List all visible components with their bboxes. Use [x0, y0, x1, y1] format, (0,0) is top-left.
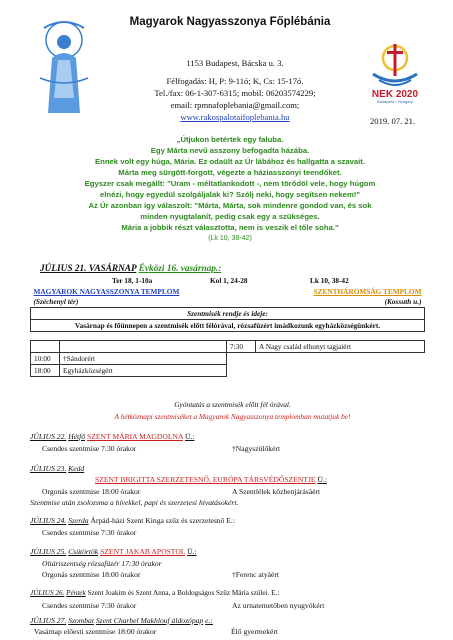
schedule-title: Szentmisék rendje és ideje: — [31, 308, 425, 320]
quote-line: Egy Márta nevű asszony befogadta házába. — [150, 146, 310, 155]
phone: Tel./fax: 06-1-307-6315; mobil: 06203574229; — [154, 88, 316, 98]
quote-line: Márta meg sürgött-forgott, végezte a háziasszonyi teendőket. — [118, 168, 342, 177]
schedule-row: 10:00 †Sándorért — [31, 353, 425, 365]
quote-line: minden nyugtalanít, pedig csak egy a szükséges. — [140, 212, 320, 221]
sunday-date: JÚLIUS 21. VASÁRNAP — [40, 264, 137, 274]
mass-schedule-table — [30, 286, 425, 332]
quote-line: „Útjukon betértek egy faluba. — [176, 135, 284, 144]
quote-line: Az Úr azonban így válaszolt: "Márta, Márta, sok mindenre gondod van, és sok — [88, 201, 372, 210]
gospel-reading: Lk 10, 38-42 — [310, 276, 349, 285]
mass-intentions-table — [30, 340, 425, 377]
nek-2020-logo — [365, 40, 425, 104]
sunday-heading — [40, 264, 221, 274]
day-heading: JÚLIUS 26. Péntek Szent Joakim és Szent Anna, a Boldogságos Szűz Mária szülei. E.: — [30, 589, 280, 597]
quote-reference: (Lk 10, 38-42) — [208, 235, 252, 242]
bulletin-date: 2019. 07. 21. — [370, 116, 416, 126]
feast-line: SZENT BRIGITTA SZERZETESNŐ, EURÓPA TÁRSVÉDŐSZENTJE Ü.: — [95, 475, 327, 484]
quote-line: elnézi, hogy egyedül szolgáljalak ki? Szólj neki, hogy segítsen nekem!" — [100, 190, 360, 199]
schedule-info: Vasárnap és főünnepen a szentmisék előtt félórával, rózsafüzért imádkozunk egyházközségünkért. — [31, 320, 425, 332]
day-heading: JÚLIUS 24. Szerda Árpád-házi Szent Kinga szűz és szerzetesnő E.: — [30, 516, 235, 525]
gospel-quote — [40, 134, 420, 244]
schedule-row: 7:30 A Nagy család elhunyt tagjaiért — [31, 341, 425, 353]
church-location-2: (Kossuth u.) — [384, 297, 422, 306]
church-name-2: SZENTHÁROMSÁG TEMPLOM — [313, 287, 422, 296]
office-hours: Félfogadás: H, P: 9-11ó; K, Cs: 15-17ó. — [166, 76, 304, 86]
svg-text:NEK 2020: NEK 2020 — [371, 89, 419, 100]
reading-2: Kol 1, 24-28 — [210, 276, 248, 285]
sunday-name: Évközi 16. vasárnap.: — [138, 264, 222, 274]
weekday-note: A hétköznapi szentmiséket a Magyarok Nagyasszonya templomban mutatjuk be! — [114, 412, 351, 421]
confession-note: Gyóntatás a szentmisék előtt fél órával. — [174, 400, 291, 409]
day-heading: JÚLIUS 25. Csütörtök SZENT JAKAB APOSTOL Ü.: — [30, 547, 197, 556]
church-location-1: (Széchenyi tér) — [33, 297, 79, 306]
website-link[interactable]: www.rakospalotaifoplebania.hu — [180, 112, 290, 122]
day-heading: JÚLIUS 22. Hétfő SZENT MÁRIA MAGDOLNA Ü.: — [30, 432, 195, 441]
quote-line: Egyszer csak megállt: "Uram - méltatlankodott -, nem törődöl vele, hogy húgom — [84, 179, 376, 188]
day-heading: JÚLIUS 23. Kedd — [30, 464, 85, 473]
day-heading: JÚLIUS 27. Szombat Szent Charbel Makhlouf áldozópap e.: — [30, 616, 213, 625]
parish-logo — [30, 18, 98, 118]
reading-1: Ter 18, 1-10a — [112, 276, 153, 285]
day-extra-note: Szentmise után zsolozsma a hívekkel, papi és szerzetesi hivatásokért. — [30, 498, 239, 507]
svg-text:Budapest • Hungary: Budapest • Hungary — [377, 99, 413, 104]
email: email: rpmnafoplebania@gmail.com; — [170, 100, 300, 110]
church-name-1: MAGYAROK NAGYASSZONYA TEMPLOM — [33, 287, 180, 296]
address: 1153 Budapest, Bácska u. 3. — [186, 58, 284, 68]
parish-title: Magyarok Nagyasszonya Főplébánia — [129, 16, 331, 28]
quote-line: Mária a jobbik részt választotta, nem is veszik el tőle soha." — [121, 223, 339, 232]
schedule-row: 18:00 Egyházközségért — [31, 365, 425, 377]
quote-line: Ennek volt egy húga, Mária. Ez odaült az Úr lábához és hallgatta a szavait. — [95, 157, 365, 166]
